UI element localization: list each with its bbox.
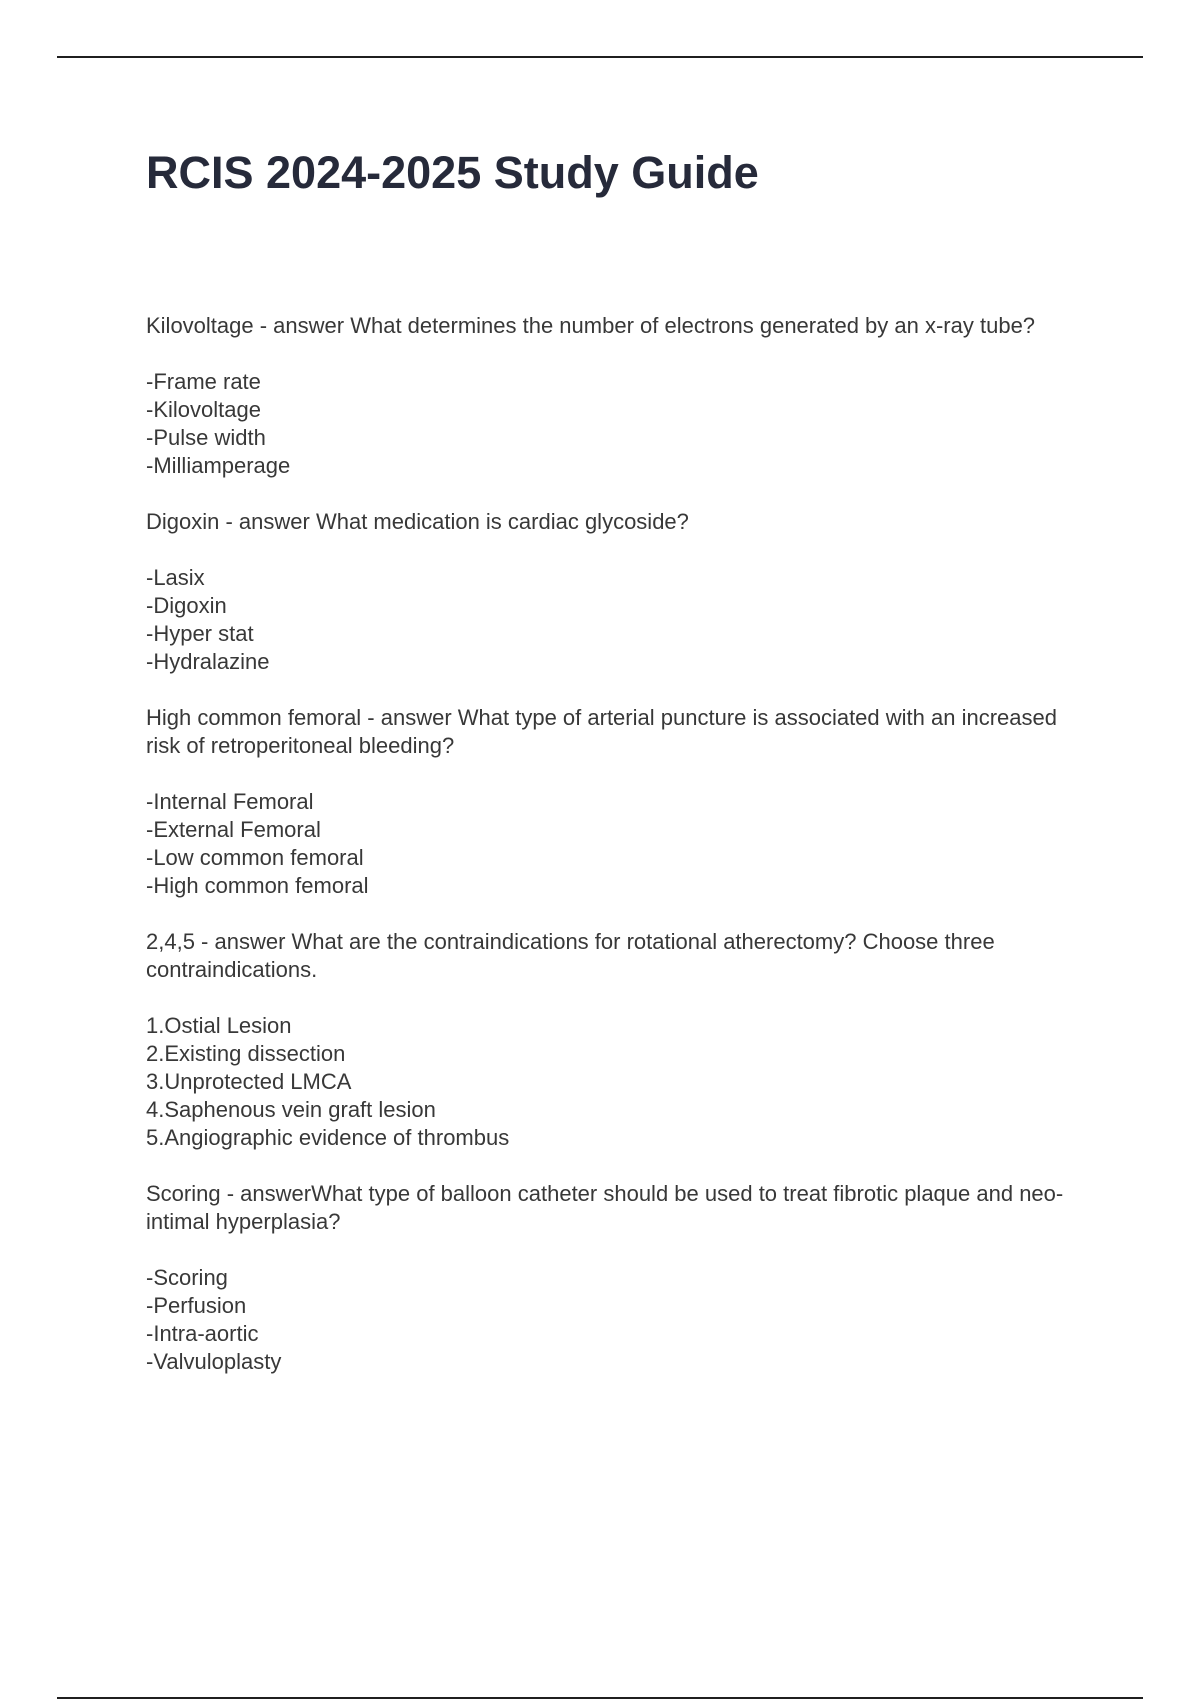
- question-block: [146, 312, 1086, 480]
- option-item: -Intra-aortic: [146, 1321, 259, 1346]
- option-item: -Lasix: [146, 565, 205, 590]
- option-item: -Kilovoltage: [146, 397, 261, 422]
- option-item: -Hydralazine: [146, 649, 270, 674]
- question-block: [146, 928, 1086, 1152]
- footer-rule: [57, 1697, 1143, 1699]
- question-text: Kilovoltage - answer What determines the number of electrons generated by an x-ray tube?: [146, 313, 1036, 338]
- option-list: [146, 368, 1086, 480]
- option-item: -Valvuloplasty: [146, 1349, 282, 1374]
- question-text: High common femoral - answer What type of arterial puncture is associated with an increased risk of retroperitoneal bleeding?: [146, 705, 1057, 758]
- option-item: 1.Ostial Lesion: [146, 1013, 292, 1038]
- option-item: -Frame rate: [146, 369, 261, 394]
- option-item: -Pulse width: [146, 425, 266, 450]
- option-item: -High common femoral: [146, 873, 369, 898]
- option-item: -External Femoral: [146, 817, 321, 842]
- option-list: [146, 788, 1086, 900]
- option-list: [146, 564, 1086, 676]
- option-item: -Low common femoral: [146, 845, 364, 870]
- question-text: 2,4,5 - answer What are the contraindications for rotational atherectomy? Choose three contraindications.: [146, 929, 995, 982]
- option-list: [146, 1012, 1086, 1152]
- question-block: [146, 508, 1086, 676]
- study-guide-content: [146, 312, 1086, 1404]
- page-title: RCIS 2024-2025 Study Guide: [146, 147, 759, 198]
- option-list: [146, 1264, 1086, 1376]
- question-text: Digoxin - answer What medication is cardiac glycoside?: [146, 509, 689, 534]
- question-block: [146, 704, 1086, 900]
- option-item: 2.Existing dissection: [146, 1041, 346, 1066]
- question-block: [146, 1180, 1086, 1376]
- option-item: 4.Saphenous vein graft lesion: [146, 1097, 436, 1122]
- question-text: Scoring - answerWhat type of balloon catheter should be used to treat fibrotic plaque and neo-intimal hyperplasia?: [146, 1181, 1064, 1234]
- header-rule: [57, 56, 1143, 58]
- option-item: -Internal Femoral: [146, 789, 314, 814]
- option-item: -Digoxin: [146, 593, 227, 618]
- option-item: 5.Angiographic evidence of thrombus: [146, 1125, 510, 1150]
- option-item: -Perfusion: [146, 1293, 247, 1318]
- option-item: -Scoring: [146, 1265, 228, 1290]
- option-item: -Milliamperage: [146, 453, 291, 478]
- option-item: -Hyper stat: [146, 621, 254, 646]
- option-item: 3.Unprotected LMCA: [146, 1069, 352, 1094]
